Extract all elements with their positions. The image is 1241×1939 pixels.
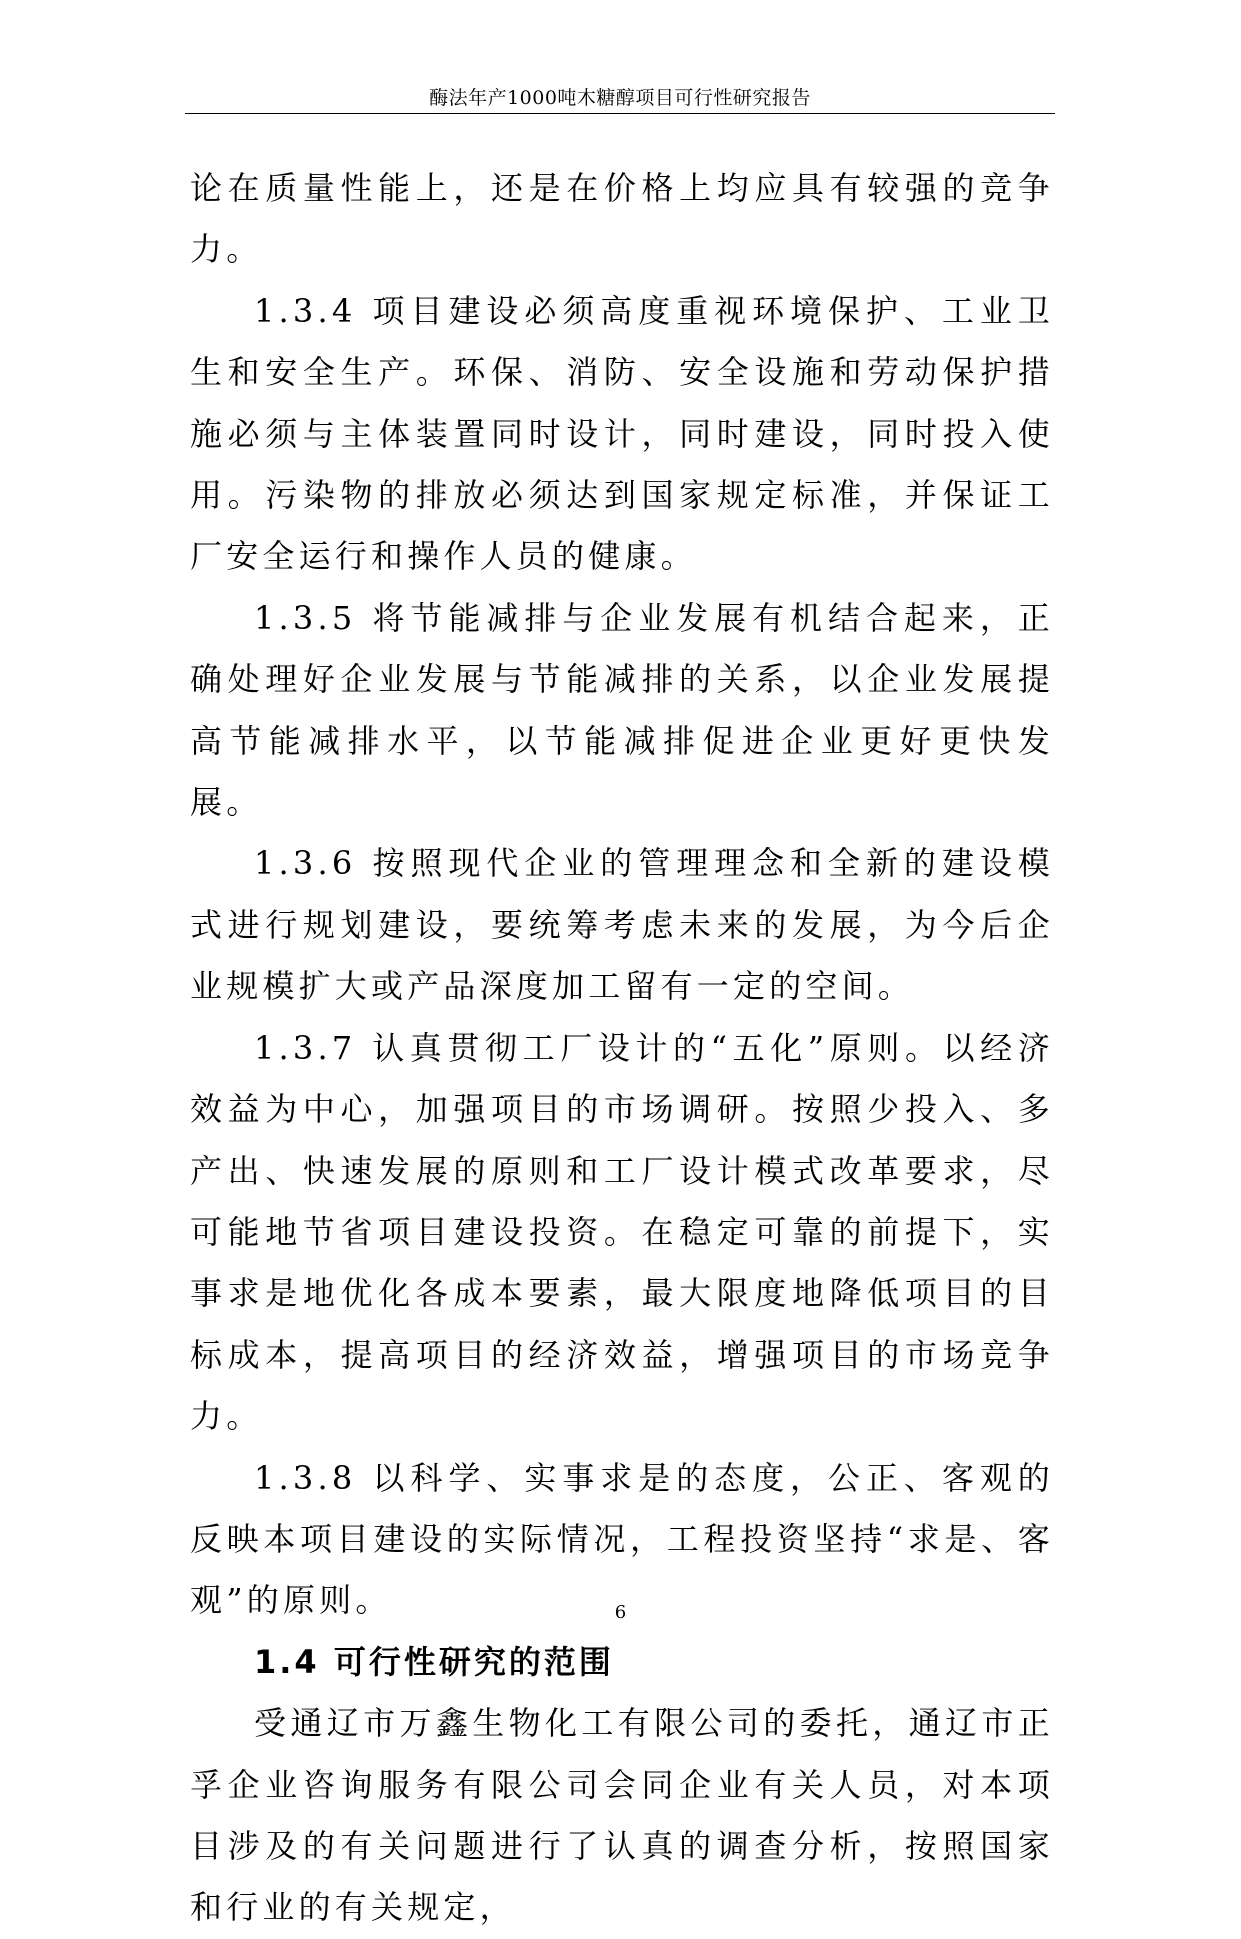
document-body (190, 158, 1054, 1939)
paragraph-1-3-4: 1.3.4 项目建设必须高度重视环境保护、工业卫生和安全生产。环保、消防、安全设施和劳动保护措施必须与主体装置同时设计，同时建设，同时投入使用。污染物的排放必须达到国家规定标准，并保证工厂安全运行和操作人员的健康。 (190, 291, 1054, 576)
paragraph-1-3-7: 1.3.7 认真贯彻工厂设计的“五化”原则。以经济效益为中心，加强项目的市场调研。按照少投入、多产出、快速发展的原则和工厂设计模式改革要求，尽可能地节省项目建设投资。在稳定可靠的前提下，实事求是地优化各成本要素，最大限度地降低项目的目标成本，提高项目的经济效益，增强项目的市场竞争力。 (190, 1028, 1054, 1436)
paragraph-1-3-6: 1.3.6 按照现代企业的管理理念和全新的建设模式进行规划建设，要统筹考虑未来的发展，为今后企业规模扩大或产品深度加工留有一定的空间。 (190, 844, 1054, 1006)
paragraph-scope: 受通辽市万鑫生物化工有限公司的委托，通辽市正孚企业咨询服务有限公司会同企业有关人员，对本项目涉及的有关问题进行了认真的调查分析，按照国家和行业的有关规定， (190, 1704, 1054, 1927)
running-header-title: 酶法年产1000吨木糖醇项目可行性研究报告 (429, 87, 811, 109)
header-divider (185, 113, 1055, 114)
section-heading-1-4: 1.4 可行性研究的范围 (254, 1642, 614, 1681)
paragraph-continuation: 论在质量性能上，还是在价格上均应具有较强的竞争力。 (190, 169, 1054, 269)
paragraph-1-3-8: 1.3.8 以科学、实事求是的态度，公正、客观的反映本项目建设的实际情况，工程投资坚持“求是、客观”的原则。 (190, 1458, 1054, 1620)
page-number: 6 (614, 1602, 627, 1623)
paragraph-1-3-5: 1.3.5 将节能减排与企业发展有机结合起来，正确处理好企业发展与节能减排的关系，以企业发展提高节能减排水平，以节能减排促进企业更好更快发展。 (190, 598, 1054, 822)
